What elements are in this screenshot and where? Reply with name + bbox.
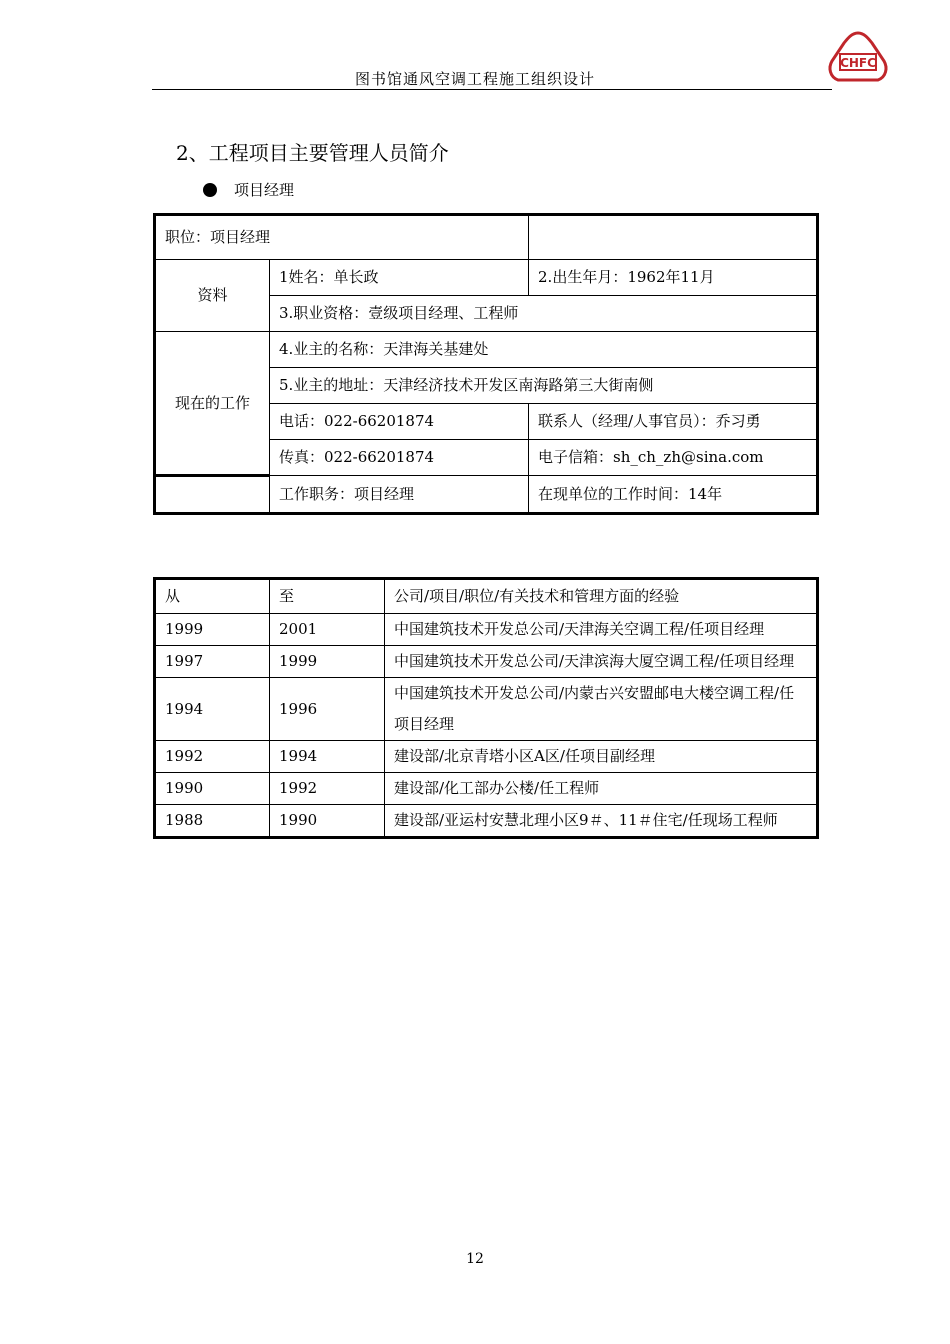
owner-name-cell: 4.业主的名称：天津海关基建处 [270, 332, 818, 368]
position-cell: 职位：项目经理 [155, 215, 529, 260]
table-row [155, 741, 818, 773]
row-to: 1996 [270, 678, 385, 741]
row-desc: 建设部/化工部办公楼/任工程师 [385, 773, 818, 805]
row-desc: 中国建筑技术开发总公司/天津海关空调工程/任项目经理 [385, 614, 818, 646]
row-to: 1990 [270, 805, 385, 838]
table-row [155, 678, 818, 741]
header-rule [152, 89, 832, 90]
email-cell: 电子信箱：sh_ch_zh@sina.com [529, 440, 818, 476]
row-desc: 建设部/亚运村安慧北理小区9＃、11＃住宅/任现场工程师 [385, 805, 818, 838]
row-desc: 中国建筑技术开发总公司/内蒙古兴安盟邮电大楼空调工程/任项目经理 [385, 678, 818, 741]
header-desc: 公司/项目/职位/有关技术和管理方面的经验 [385, 579, 818, 614]
phone-cell: 电话：022-66201874 [270, 404, 529, 440]
row-to: 1999 [270, 646, 385, 678]
row-from: 1997 [155, 646, 270, 678]
empty-cell [529, 215, 818, 260]
empty-cell [155, 476, 270, 514]
table-row [155, 773, 818, 805]
row-from: 1999 [155, 614, 270, 646]
page-number: 12 [466, 1251, 484, 1267]
table-row [155, 614, 818, 646]
row-desc: 中国建筑技术开发总公司/天津滨海大厦空调工程/任项目经理 [385, 646, 818, 678]
row-from: 1990 [155, 773, 270, 805]
qualification-cell: 3.职业资格：壹级项目经理、工程师 [270, 296, 818, 332]
header-title: 图书馆通风空调工程施工组织设计 [354, 70, 595, 88]
row-to: 1994 [270, 741, 385, 773]
experience-table [153, 577, 819, 839]
section-title: 2、工程项目主要管理人员简介 [176, 141, 449, 165]
row-to: 1992 [270, 773, 385, 805]
birth-cell: 2.出生年月：1962年11月 [529, 260, 818, 296]
current-work-label: 现在的工作 [155, 332, 270, 476]
header-from: 从 [155, 579, 270, 614]
bullet-line [203, 179, 294, 200]
table-row [155, 646, 818, 678]
name-cell: 1姓名：单长政 [270, 260, 529, 296]
row-desc: 建设部/北京青塔小区A区/任项目副经理 [385, 741, 818, 773]
contact-cell: 联系人（经理/人事官员）：乔习勇 [529, 404, 818, 440]
company-logo-icon [826, 30, 890, 86]
owner-address-cell: 5.业主的地址：天津经济技术开发区南海路第三大街南侧 [270, 368, 818, 404]
row-to: 2001 [270, 614, 385, 646]
header-to: 至 [270, 579, 385, 614]
profile-table [153, 213, 819, 515]
profile-label: 资料 [155, 260, 270, 332]
tenure-cell: 在现单位的工作时间：14年 [529, 476, 818, 514]
logo-text: CHFC [840, 56, 876, 70]
table-row [155, 805, 818, 838]
row-from: 1992 [155, 741, 270, 773]
bullet-label: 项目经理 [234, 181, 295, 199]
fax-cell: 传真：022-66201874 [270, 440, 529, 476]
row-from: 1994 [155, 678, 270, 741]
duty-cell: 工作职务：项目经理 [270, 476, 529, 514]
row-from: 1988 [155, 805, 270, 838]
bullet-dot-icon [203, 183, 217, 197]
